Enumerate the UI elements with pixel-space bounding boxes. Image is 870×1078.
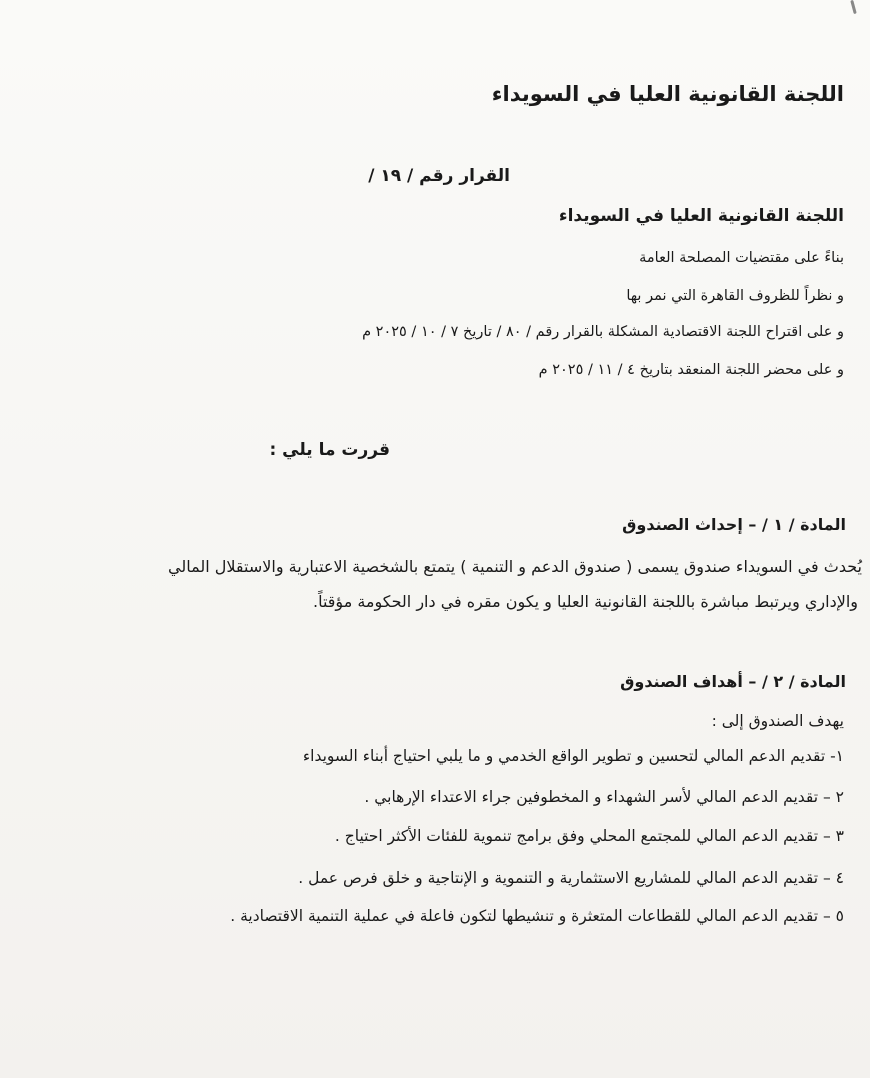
article-2-intro: يهدف الصندوق إلى :: [711, 712, 844, 730]
document-title: اللجنة القانونية العليا في السويداء: [491, 82, 844, 106]
goal-item: ١- تقديم الدعم المالي لتحسين و تطوير الواقع الخدمي و ما يلبي احتياج أبناء السويداء: [302, 747, 844, 765]
goal-item: ٥ – تقديم الدعم المالي للقطاعات المتعثرة و تنشيطها لتكون فاعلة في عملية التنمية الاقتصادية .: [230, 907, 844, 925]
goal-item: ٤ – تقديم الدعم المالي للمشاريع الاستثمارية و التنموية و الإنتاجية و خلق فرص عمل .: [298, 869, 844, 887]
article-1-text: والإداري ويرتبط مباشرة باللجنة القانونية العليا و يكون مقره في دار الحكومة مؤقتاً.: [312, 592, 858, 611]
goal-item: ٢ – تقديم الدعم المالي لأسر الشهداء و المخطوفين جراء الاعتداء الإرهابي .: [364, 788, 844, 806]
preamble-line: و على اقتراح اللجنة الاقتصادية المشكلة بالقرار رقم / ٨٠ / تاريخ ٧ / ١٠ / ٢٠٢٥ م: [362, 324, 844, 340]
preamble-line: و على محضر اللجنة المنعقد بتاريخ ٤ / ١١ / ٢٠٢٥ م: [538, 362, 844, 378]
decision-number: القرار رقم / ١٩ /: [368, 166, 510, 186]
article-2-heading: المادة / ٢ / – أهداف الصندوق: [620, 672, 846, 691]
article-1-heading: المادة / ١ / – إحداث الصندوق: [622, 515, 846, 534]
issuing-committee: اللجنة القانونية العليا في السويداء: [558, 206, 844, 226]
article-1-text: يُحدث في السويداء صندوق يسمى ( صندوق الدعم و التنمية ) يتمتع بالشخصية الاعتبارية والاستقلال المالي: [168, 557, 862, 576]
preamble-line: بناءً على مقتضيات المصلحة العامة: [639, 250, 844, 266]
goal-item: ٣ – تقديم الدعم المالي للمجتمع المحلي وفق برامج تنموية للفئات الأكثر احتياج .: [334, 827, 844, 845]
scan-mark: [850, 0, 857, 14]
preamble-line: و نظراً للظروف القاهرة التي نمر بها: [626, 288, 844, 304]
decided-heading: قررت ما يلي :: [269, 440, 390, 460]
